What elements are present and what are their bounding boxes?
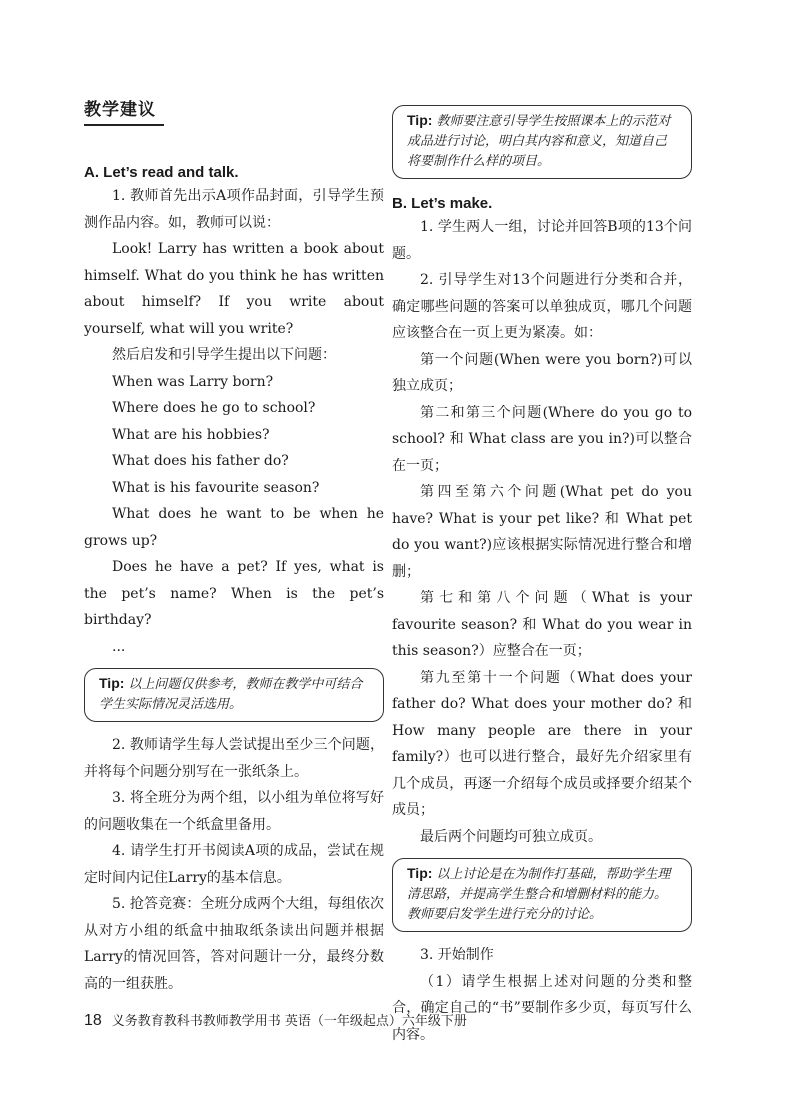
- page-number: 18: [84, 1012, 102, 1029]
- tip-text: 教师要注意引导学生按照课本上的示范对成品进行讨论，明白其内容和意义，知道自己将要制作什么样的项目。: [407, 114, 671, 169]
- tip-text: 以上问题仅供参考，教师在教学中可结合学生实际情况灵活选用。: [99, 677, 363, 712]
- paragraph: 然后启发和引导学生提出以下问题：: [112, 347, 336, 363]
- section-b-heading: B. Let’s make.: [392, 195, 493, 212]
- paragraph: 第二和第三个问题(Where do you go to school? 和 What class are you in?)可以整合在一页；: [392, 404, 692, 474]
- tip-label: Tip:: [407, 865, 433, 881]
- tip-box: [392, 858, 692, 932]
- left-column: [84, 95, 384, 997]
- tip-box: [392, 105, 692, 179]
- question-item: Does he have a pet? If yes, what is the pet’s name? When is the pet’s birthday?: [84, 559, 384, 628]
- paragraph: 3. 开始制作: [420, 947, 494, 963]
- paragraph: 5. 抢答竞赛：全班分成两个大组，每组依次从对方小组的纸盒中抽取纸条读出问题并根据Larry的情况回答，答对问题计一分，最终分数高的一组获胜。: [84, 896, 384, 992]
- tip-text: 以上讨论是在为制作打基础，帮助学生理清思路，并提高学生整合和增删材料的能力。教师要启发学生进行充分的讨论。: [407, 867, 671, 922]
- question-item: What are his hobbies?: [112, 426, 270, 443]
- paragraph: 3. 将全班分为两个组，以小组为单位将写好的问题收集在一个纸盒里备用。: [84, 790, 384, 833]
- paragraph: 4. 请学生打开书阅读A项的成品，尝试在规定时间内记住Larry的基本信息。: [84, 843, 384, 886]
- question-item: What is his favourite season?: [112, 479, 320, 496]
- question-item: What does he want to be when he grows up?: [84, 506, 384, 549]
- paragraph: 1. 教师首先出示A项作品封面，引导学生预测作品内容。如，教师可以说：: [84, 188, 384, 231]
- question-item: Where does he go to school?: [112, 400, 316, 416]
- paragraph: 第七和第八个问题（What is your favourite season? 和 What do you wear in this season?）应整合在一页；: [392, 590, 692, 659]
- paragraph: 第九至第十一个问题（What does your father do? What does your mother do? 和 How many people are there in your family?）也可以进行整合，最好先介绍家里有几个成员，再逐一介绍每个成员或择要介绍某个成员；: [392, 669, 692, 818]
- paragraph: 最后两个问题均可独立成页。: [420, 828, 602, 845]
- question-item: When was Larry born?: [112, 373, 274, 390]
- tip-label: Tip:: [99, 675, 125, 691]
- question-item: ...: [112, 638, 126, 655]
- section-heading: 教学建议: [84, 95, 164, 126]
- paragraph: （1）请学生根据上述对问题的分类和整合，确定自己的“书”要制作多少页，每页写什么内容。: [392, 973, 692, 1043]
- tip-label: Tip:: [407, 112, 433, 128]
- example-speech: Look! Larry has written a book about himself. What do you think he has written about himself? If you write about yourself, what will you write?: [84, 241, 384, 337]
- right-column: [392, 105, 692, 1048]
- paragraph: 2. 教师请学生每人尝试提出至少三个问题，并将每个问题分别写在一张纸条上。: [84, 737, 384, 780]
- paragraph: 1. 学生两人一组，讨论并回答B项的13个问题。: [392, 219, 692, 262]
- paragraph: 第四至第六个问题(What pet do you have? What is your pet like? 和 What pet do you want?)应该根据实际情况进行整合和增删；: [392, 484, 692, 580]
- book-title: 义务教育教科书教师教学用书 英语（一年级起点）六年级下册: [111, 1014, 467, 1029]
- paragraph: 第一个问题(When were you born?)可以独立成页；: [392, 351, 692, 394]
- paragraph: 2. 引导学生对13个问题进行分类和合并，确定哪些问题的答案可以单独成页，哪几个问题应该整合在一页上更为紧凑。如：: [392, 272, 692, 341]
- page-footer: [84, 1010, 467, 1030]
- tip-box: [84, 668, 384, 722]
- question-item: What does his father do?: [112, 453, 289, 469]
- section-a-heading: A. Let’s read and talk.: [84, 164, 239, 181]
